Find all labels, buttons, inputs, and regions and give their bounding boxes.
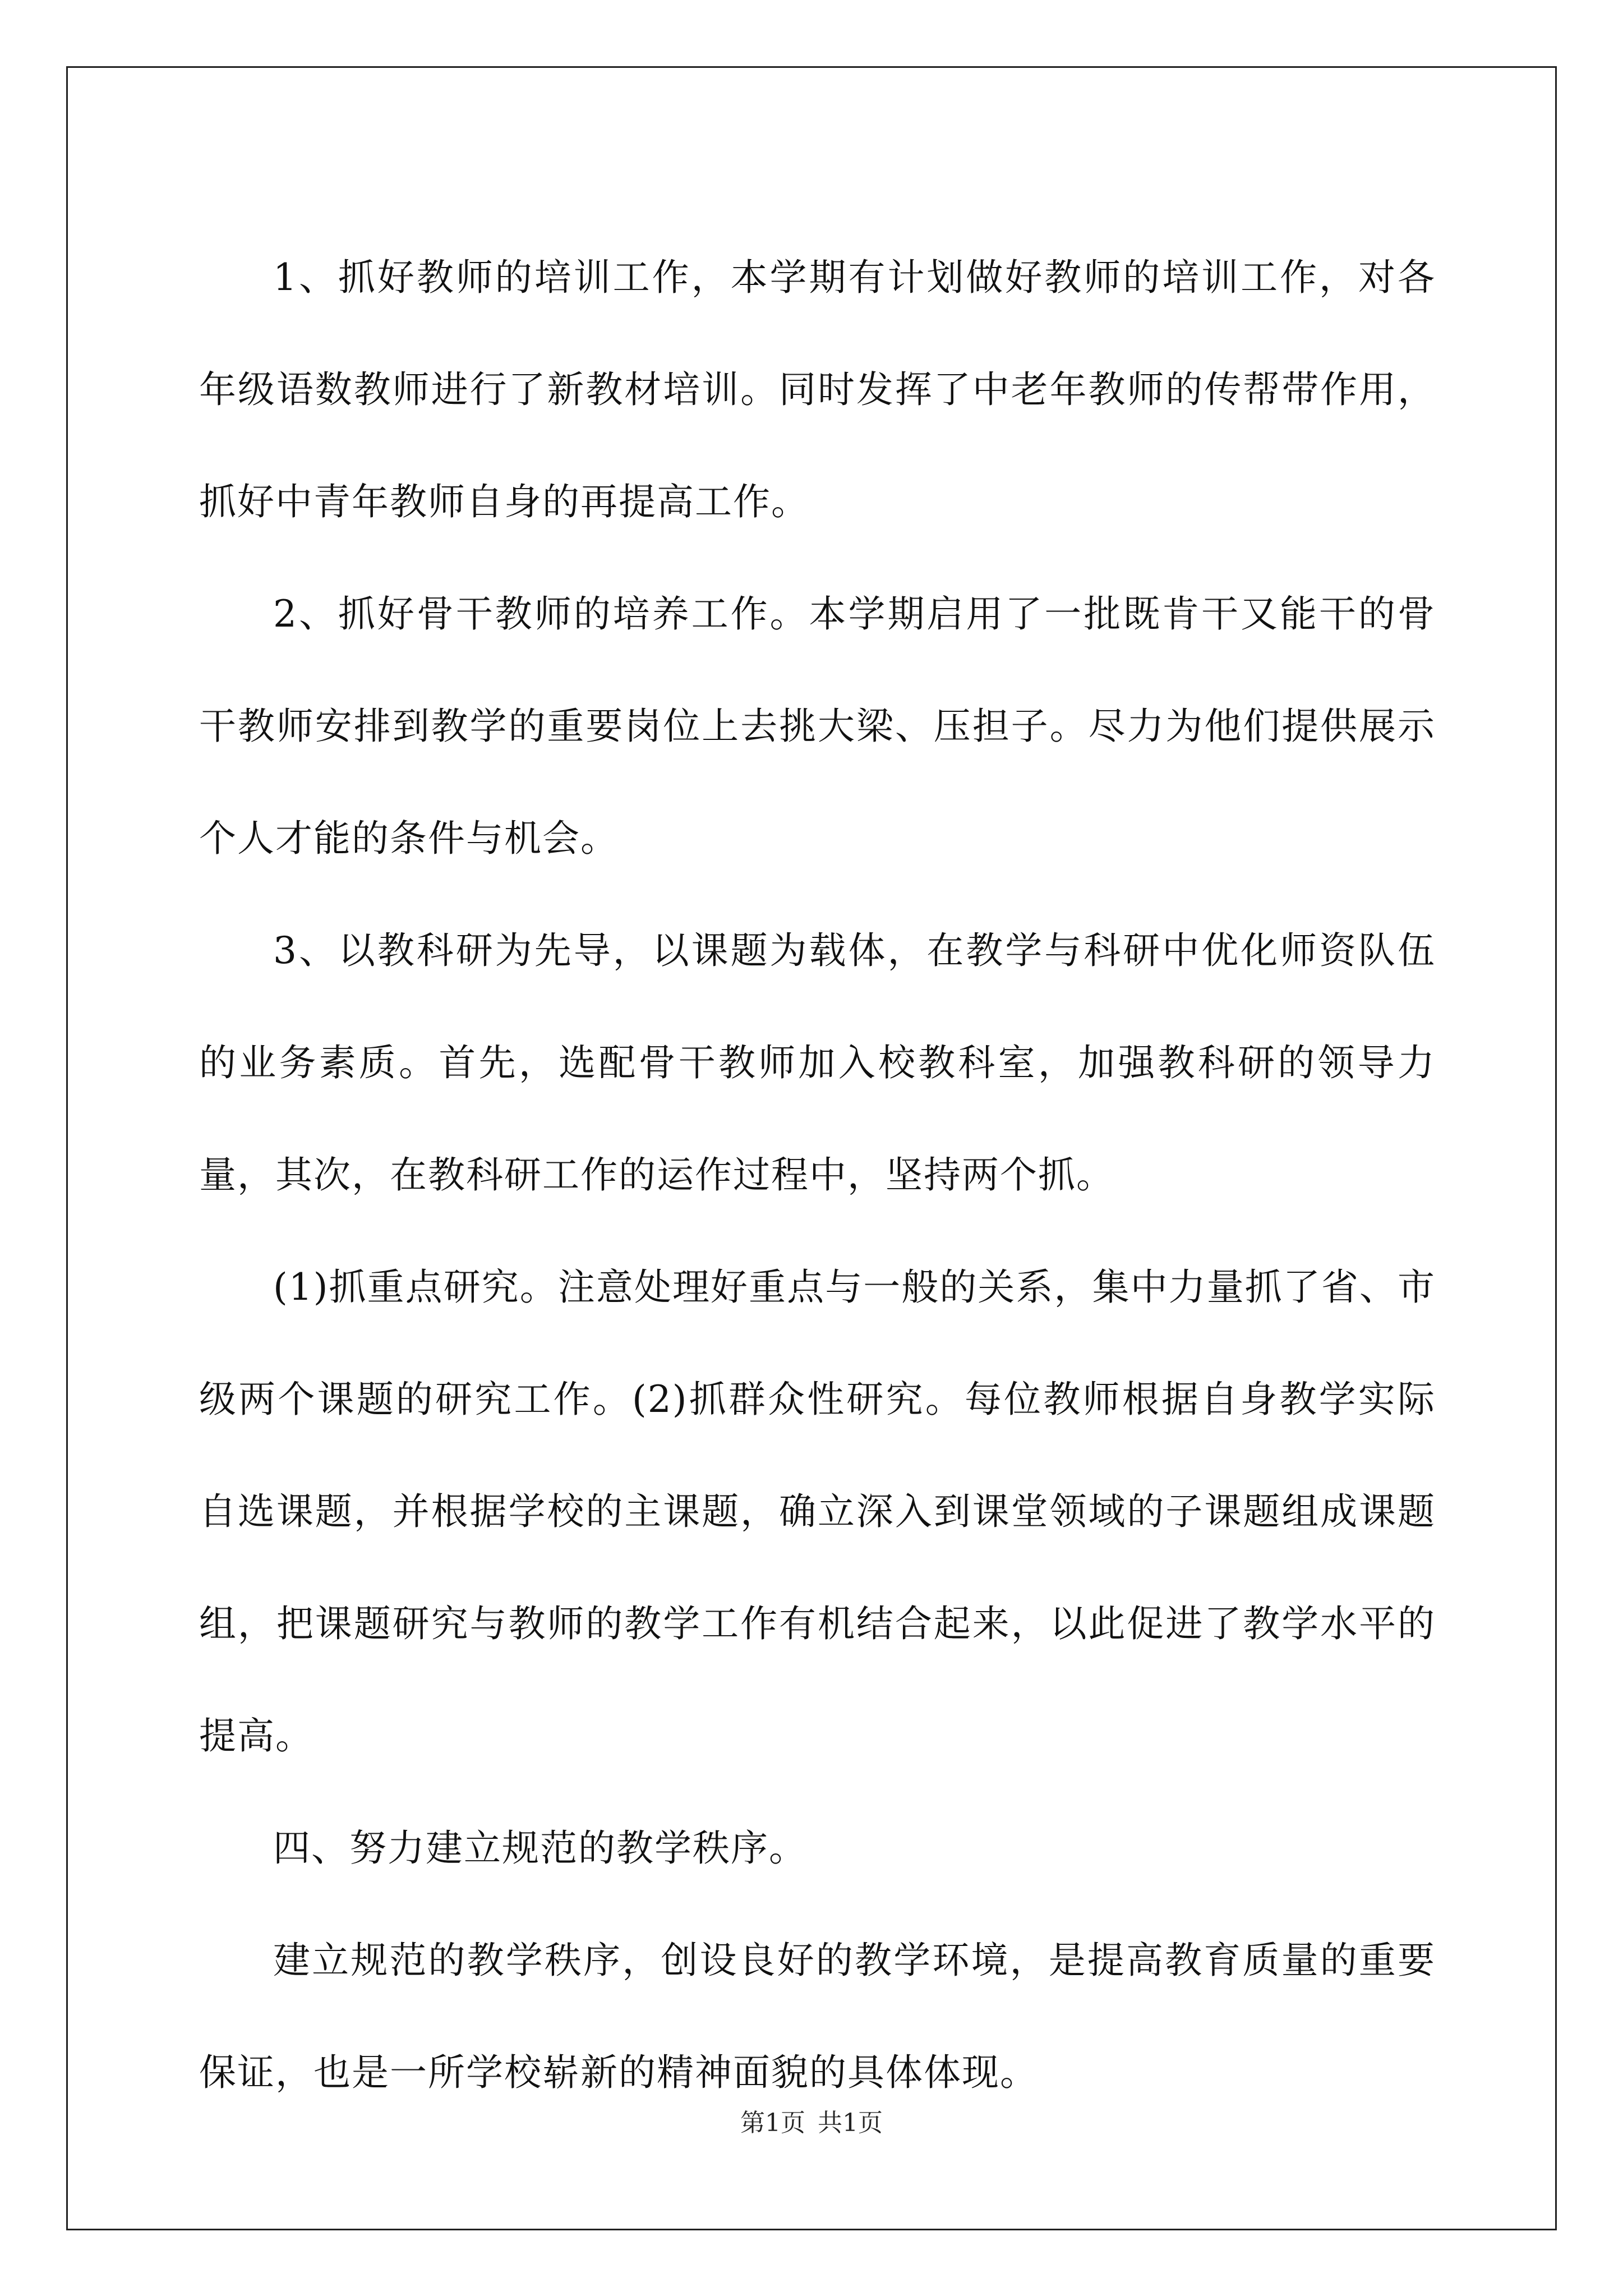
paragraph-research-guidance: 3、以教科研为先导，以课题为载体，在教学与科研中优化师资队伍的业务素质。首先，选配骨干教师加入校教科室，加强教科研的领导力量，其次，在教科研工作的运作过程中，坚持两个抓。: [199, 929, 1436, 1197]
document-body: [199, 222, 1436, 2129]
paragraph-key-research: (1)抓重点研究。注意处理好重点与一般的关系，集中力量抓了省、市级两个课题的研究工作。(2)抓群众性研究。每位教师根据自身教学实际自选课题，并根据学校的主课题，确立深入到课堂领域的子课题组成课题组，把课题研究与教师的教学工作有机结合起来，以此促进了教学水平的提高。: [199, 1266, 1436, 1757]
page-number: 第1页: [740, 2109, 805, 2137]
page-footer: [0, 2102, 1623, 2138]
paragraph-teacher-training: 1、抓好教师的培训工作，本学期有计划做好教师的培训工作，对各年级语数教师进行了新教材培训。同时发挥了中老年教师的传帮带作用，抓好中青年教师自身的再提高工作。: [199, 256, 1436, 523]
page-total: 共1页: [818, 2109, 883, 2137]
section-heading-teaching-order: 四、努力建立规范的教学秩序。: [273, 1826, 807, 1870]
paragraph-backbone-teachers: 2、抓好骨干教师的培养工作。本学期启用了一批既肯干又能干的骨干教师安排到教学的重要岗位上去挑大梁、压担子。尽力为他们提供展示个人才能的条件与机会。: [199, 592, 1436, 860]
paragraph-teaching-order: 建立规范的教学秩序，创设良好的教学环境，是提高教育质量的重要保证，也是一所学校崭新的精神面貌的具体体现。: [199, 1939, 1436, 2094]
